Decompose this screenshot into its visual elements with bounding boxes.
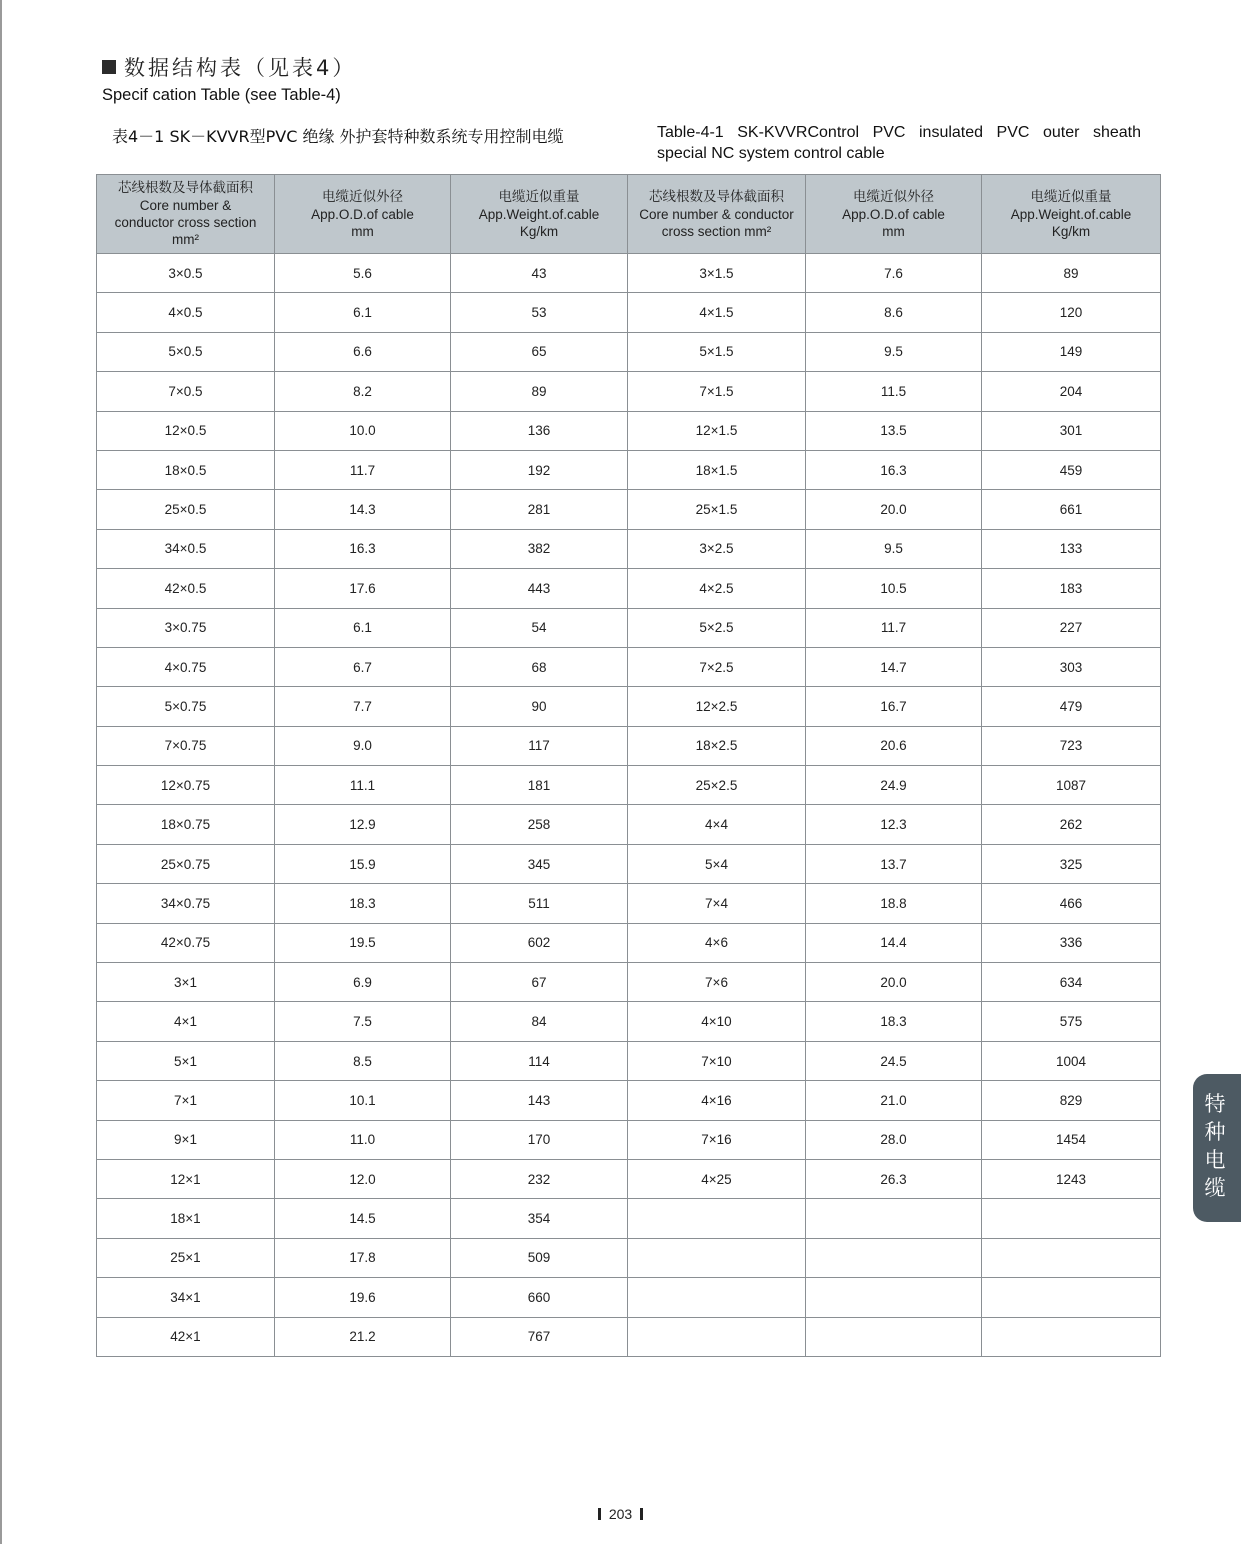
table-cell: 43 xyxy=(451,254,628,293)
table-cell: 258 xyxy=(451,805,628,844)
table-row xyxy=(97,844,1161,883)
table-cell: 14.7 xyxy=(806,647,982,686)
table-cell: 4×4 xyxy=(628,805,806,844)
header-en: Core number & xyxy=(139,198,232,213)
table-cell xyxy=(628,1317,806,1356)
table-cell: 8.6 xyxy=(806,293,982,332)
table-cell: 7×6 xyxy=(628,963,806,1002)
table-cell: 20.0 xyxy=(806,963,982,1002)
table-cell: 602 xyxy=(451,923,628,962)
table-cell: 5×2.5 xyxy=(628,608,806,647)
table-cell: 20.6 xyxy=(806,726,982,765)
table-cell: 281 xyxy=(451,490,628,529)
table-cell: 21.2 xyxy=(275,1317,451,1356)
section-title-text: 数据结构表（见表4） xyxy=(124,56,357,80)
table-cell: 829 xyxy=(982,1081,1161,1120)
table-cell: 1454 xyxy=(982,1120,1161,1159)
table-cell: 11.0 xyxy=(275,1120,451,1159)
table-cell: 11.1 xyxy=(275,766,451,805)
table-cell: 89 xyxy=(451,372,628,411)
table-cell: 9×1 xyxy=(97,1120,275,1159)
table-row xyxy=(97,1238,1161,1277)
side-tab-special-cable[interactable] xyxy=(1193,1074,1241,1222)
table-cell: 11.5 xyxy=(806,372,982,411)
table-row xyxy=(97,1159,1161,1198)
table-cell: 68 xyxy=(451,647,628,686)
table-cell: 11.7 xyxy=(275,450,451,489)
header-en: mm xyxy=(882,223,905,239)
table-cell: 10.0 xyxy=(275,411,451,450)
side-tab-chars xyxy=(1193,1090,1237,1202)
table-cell: 3×1.5 xyxy=(628,254,806,293)
table-cell: 114 xyxy=(451,1041,628,1080)
table-cell: 5×1 xyxy=(97,1041,275,1080)
table-cell: 42×0.5 xyxy=(97,569,275,608)
table-cell: 18×2.5 xyxy=(628,726,806,765)
table-row xyxy=(97,884,1161,923)
table-cell: 1004 xyxy=(982,1041,1161,1080)
square-bullet-icon xyxy=(102,60,116,74)
table-cell: 133 xyxy=(982,529,1161,568)
table-row xyxy=(97,1199,1161,1238)
table-cell: 5×4 xyxy=(628,844,806,883)
table-cell: 509 xyxy=(451,1238,628,1277)
table-cell: 170 xyxy=(451,1120,628,1159)
table-cell: 11.7 xyxy=(806,608,982,647)
table-cell: 42×0.75 xyxy=(97,923,275,962)
table-cell: 18×0.5 xyxy=(97,450,275,489)
table-cell: 65 xyxy=(451,332,628,371)
table-cell: 143 xyxy=(451,1081,628,1120)
table-cell: 67 xyxy=(451,963,628,1002)
table-cell: 18.8 xyxy=(806,884,982,923)
table-cell: 84 xyxy=(451,1002,628,1041)
side-tab-char: 电 xyxy=(1204,1148,1226,1172)
table-cell: 12.0 xyxy=(275,1159,451,1198)
table-row xyxy=(97,923,1161,962)
header-en: Kg/km xyxy=(519,223,559,239)
table-cell: 7.7 xyxy=(275,687,451,726)
table-cell: 345 xyxy=(451,844,628,883)
table-row xyxy=(97,608,1161,647)
table-cell: 54 xyxy=(451,608,628,647)
table-cell: 28.0 xyxy=(806,1120,982,1159)
table-cell: 12.9 xyxy=(275,805,451,844)
table-cell: 6.6 xyxy=(275,332,451,371)
page-number-text: 203 xyxy=(608,1506,633,1522)
table-cell: 192 xyxy=(451,450,628,489)
table-cell: 18×1 xyxy=(97,1199,275,1238)
side-tab-char: 特 xyxy=(1204,1092,1226,1116)
table-cell: 14.3 xyxy=(275,490,451,529)
table-cell: 17.8 xyxy=(275,1238,451,1277)
table-row xyxy=(97,569,1161,608)
table-cell: 12×1 xyxy=(97,1159,275,1198)
table-cell: 3×0.75 xyxy=(97,608,275,647)
header-cn: 电缆近似外径 xyxy=(853,188,934,205)
table-cell: 16.7 xyxy=(806,687,982,726)
table-cell: 34×0.5 xyxy=(97,529,275,568)
header-cn: 芯线根数及导体截面积 xyxy=(649,188,784,205)
table-cell: 9.5 xyxy=(806,529,982,568)
table-cell: 17.6 xyxy=(275,569,451,608)
table-cell: 12×2.5 xyxy=(628,687,806,726)
table-cell xyxy=(982,1238,1161,1277)
table-cell: 3×0.5 xyxy=(97,254,275,293)
table-cell: 325 xyxy=(982,844,1161,883)
table-cell: 7×4 xyxy=(628,884,806,923)
header-en: mm xyxy=(351,223,374,239)
table-cell: 12.3 xyxy=(806,805,982,844)
table-cell: 3×1 xyxy=(97,963,275,1002)
table-row xyxy=(97,1081,1161,1120)
table-cell xyxy=(628,1199,806,1238)
side-tab-char: 缆 xyxy=(1204,1176,1226,1200)
table-cell: 19.5 xyxy=(275,923,451,962)
table-cell: 15.9 xyxy=(275,844,451,883)
table-row xyxy=(97,1317,1161,1356)
table-cell: 5×0.75 xyxy=(97,687,275,726)
table-cell: 19.6 xyxy=(275,1278,451,1317)
col-header-od xyxy=(275,175,451,254)
table-cell: 5×1.5 xyxy=(628,332,806,371)
table-row xyxy=(97,726,1161,765)
table-cell: 4×0.5 xyxy=(97,293,275,332)
table-cell xyxy=(806,1238,982,1277)
section-subtitle: Specif cation Table (see Table-4) xyxy=(102,86,341,104)
table-row xyxy=(97,293,1161,332)
table-cell: 12×0.5 xyxy=(97,411,275,450)
table-cell: 16.3 xyxy=(275,529,451,568)
table-cell: 18×1.5 xyxy=(628,450,806,489)
header-en: mm² xyxy=(172,232,199,247)
col-header-od-2 xyxy=(806,175,982,254)
page-bar-right xyxy=(640,1508,643,1520)
table-cell: 232 xyxy=(451,1159,628,1198)
table-cell: 53 xyxy=(451,293,628,332)
col-header-weight xyxy=(451,175,628,254)
table-header-row xyxy=(97,175,1161,254)
table-cell: 120 xyxy=(982,293,1161,332)
table-cell: 14.5 xyxy=(275,1199,451,1238)
table-cell: 1243 xyxy=(982,1159,1161,1198)
table-cell: 12×1.5 xyxy=(628,411,806,450)
table-cell: 25×0.75 xyxy=(97,844,275,883)
header-cn: 电缆近似外径 xyxy=(322,188,403,205)
header-en: cross section mm² xyxy=(661,223,772,239)
page-number xyxy=(0,1506,1241,1522)
table-cell: 42×1 xyxy=(97,1317,275,1356)
table-cell xyxy=(982,1199,1161,1238)
table-cell: 204 xyxy=(982,372,1161,411)
table-cell: 25×1 xyxy=(97,1238,275,1277)
header-en: conductor cross section xyxy=(114,215,257,230)
table-row xyxy=(97,372,1161,411)
header-en: Core number & conductor xyxy=(639,206,794,222)
table-cell xyxy=(628,1238,806,1277)
table-cell: 660 xyxy=(451,1278,628,1317)
table-body xyxy=(97,254,1161,1357)
table-cell: 90 xyxy=(451,687,628,726)
table-cell: 7×10 xyxy=(628,1041,806,1080)
table-cell: 262 xyxy=(982,805,1161,844)
table-cell: 6.7 xyxy=(275,647,451,686)
table-cell: 466 xyxy=(982,884,1161,923)
table-cell xyxy=(806,1317,982,1356)
table-row xyxy=(97,805,1161,844)
table-row xyxy=(97,411,1161,450)
table-cell: 8.2 xyxy=(275,372,451,411)
table-cell: 12×0.75 xyxy=(97,766,275,805)
table-cell: 25×2.5 xyxy=(628,766,806,805)
spec-table xyxy=(96,174,1161,1357)
table-cell: 4×10 xyxy=(628,1002,806,1041)
table-cell: 16.3 xyxy=(806,450,982,489)
header-en: App.O.D.of cable xyxy=(842,206,945,222)
table-cell: 575 xyxy=(982,1002,1161,1041)
side-tab-char: 种 xyxy=(1204,1120,1226,1144)
header-en: App.Weight.of.cable xyxy=(478,206,600,222)
col-header-weight-2 xyxy=(982,175,1161,254)
table-row xyxy=(97,963,1161,1002)
page-bar-left xyxy=(598,1508,601,1520)
table-cell: 24.5 xyxy=(806,1041,982,1080)
table-cell: 14.4 xyxy=(806,923,982,962)
table-cell: 4×6 xyxy=(628,923,806,962)
table-cell xyxy=(982,1278,1161,1317)
table-cell: 13.5 xyxy=(806,411,982,450)
caption-en-line1: Table-4-1 SK-KVVRControl PVC insulated PVC outer sheath xyxy=(657,124,1141,141)
table-cell xyxy=(982,1317,1161,1356)
table-cell: 511 xyxy=(451,884,628,923)
table-row xyxy=(97,1120,1161,1159)
table-cell: 181 xyxy=(451,766,628,805)
table-cell: 8.5 xyxy=(275,1041,451,1080)
table-cell: 7×1.5 xyxy=(628,372,806,411)
table-row xyxy=(97,1002,1161,1041)
table-cell: 443 xyxy=(451,569,628,608)
table-row xyxy=(97,687,1161,726)
table-cell: 1087 xyxy=(982,766,1161,805)
header-en: Kg/km xyxy=(1051,223,1091,239)
section-title xyxy=(102,52,356,82)
table-cell xyxy=(806,1199,982,1238)
table-cell: 89 xyxy=(982,254,1161,293)
table-cell: 10.1 xyxy=(275,1081,451,1120)
table-cell: 7.6 xyxy=(806,254,982,293)
table-row xyxy=(97,529,1161,568)
table-cell: 4×0.75 xyxy=(97,647,275,686)
table-cell: 767 xyxy=(451,1317,628,1356)
table-cell xyxy=(628,1278,806,1317)
table-cell: 18.3 xyxy=(275,884,451,923)
table-caption-cn: 表4－1 SK－KVVR型PVC 绝缘 外护套特种数系统专用控制电缆 xyxy=(112,127,564,146)
table-cell: 9.0 xyxy=(275,726,451,765)
table-row xyxy=(97,647,1161,686)
table-cell: 4×1.5 xyxy=(628,293,806,332)
table-cell: 227 xyxy=(982,608,1161,647)
table-row xyxy=(97,766,1161,805)
header-en: App.Weight.of.cable xyxy=(1010,206,1132,222)
table-row xyxy=(97,332,1161,371)
table-cell: 9.5 xyxy=(806,332,982,371)
header-cn: 电缆近似重量 xyxy=(1030,188,1112,205)
table-cell: 7×1 xyxy=(97,1081,275,1120)
table-cell: 634 xyxy=(982,963,1161,1002)
table-cell: 303 xyxy=(982,647,1161,686)
table-cell: 661 xyxy=(982,490,1161,529)
table-cell: 4×1 xyxy=(97,1002,275,1041)
table-cell: 382 xyxy=(451,529,628,568)
header-cn: 芯线根数及导体截面积 xyxy=(118,180,253,196)
table-cell: 301 xyxy=(982,411,1161,450)
table-cell: 7×2.5 xyxy=(628,647,806,686)
table-cell: 3×2.5 xyxy=(628,529,806,568)
table-cell: 7×0.75 xyxy=(97,726,275,765)
table-cell xyxy=(806,1278,982,1317)
table-cell: 5×0.5 xyxy=(97,332,275,371)
table-cell: 6.1 xyxy=(275,608,451,647)
table-cell: 6.9 xyxy=(275,963,451,1002)
table-cell: 18.3 xyxy=(806,1002,982,1041)
table-cell: 136 xyxy=(451,411,628,450)
col-header-core xyxy=(97,175,275,254)
table-cell: 6.1 xyxy=(275,293,451,332)
table-cell: 7.5 xyxy=(275,1002,451,1041)
table-cell: 24.9 xyxy=(806,766,982,805)
table-row xyxy=(97,1278,1161,1317)
table-row xyxy=(97,1041,1161,1080)
table-cell: 34×0.75 xyxy=(97,884,275,923)
table-cell: 183 xyxy=(982,569,1161,608)
table-cell: 7×0.5 xyxy=(97,372,275,411)
table-cell: 18×0.75 xyxy=(97,805,275,844)
table-row xyxy=(97,490,1161,529)
table-row xyxy=(97,254,1161,293)
table-cell: 336 xyxy=(982,923,1161,962)
header-en: App.O.D.of cable xyxy=(311,206,414,222)
table-cell: 5.6 xyxy=(275,254,451,293)
table-row xyxy=(97,450,1161,489)
table-caption-en xyxy=(657,122,1141,164)
table-cell: 149 xyxy=(982,332,1161,371)
table-cell: 723 xyxy=(982,726,1161,765)
table-cell: 7×16 xyxy=(628,1120,806,1159)
table-cell: 10.5 xyxy=(806,569,982,608)
table-cell: 20.0 xyxy=(806,490,982,529)
table-cell: 479 xyxy=(982,687,1161,726)
col-header-core-2 xyxy=(628,175,806,254)
table-cell: 4×16 xyxy=(628,1081,806,1120)
caption-en-line2: special NC system control cable xyxy=(657,145,885,162)
table-cell: 25×0.5 xyxy=(97,490,275,529)
page-left-border xyxy=(0,0,2,1544)
table-cell: 459 xyxy=(982,450,1161,489)
table-cell: 25×1.5 xyxy=(628,490,806,529)
table-cell: 4×25 xyxy=(628,1159,806,1198)
table-cell: 354 xyxy=(451,1199,628,1238)
header-cn: 电缆近似重量 xyxy=(498,188,580,205)
table-cell: 4×2.5 xyxy=(628,569,806,608)
table-cell: 26.3 xyxy=(806,1159,982,1198)
table-cell: 117 xyxy=(451,726,628,765)
table-cell: 34×1 xyxy=(97,1278,275,1317)
table-cell: 13.7 xyxy=(806,844,982,883)
table-cell: 21.0 xyxy=(806,1081,982,1120)
